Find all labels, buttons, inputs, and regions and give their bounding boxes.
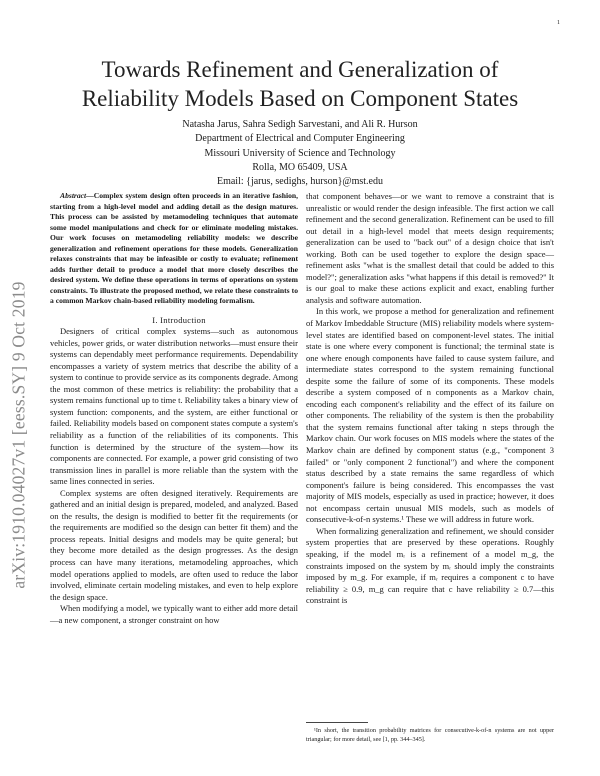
section-heading-introduction: I. Introduction: [152, 314, 206, 325]
page-number: 1: [557, 20, 560, 26]
abstract-label: Abstract: [60, 191, 87, 200]
paragraph: Designers of critical complex systems—such as autonomous vehicles, power grids, or water distribution networks—must ensure their systems can dependably meet performance requirements. Dependability encompasses a variety of system metrics that describe the ability of a system to continue to provide service as its components degrade. Among the most common of these metrics is reliability: the probability that a system remains functional up to time t. Reliability takes a binary view of system function: components, and the system, are either functional or failed. Reliability models based on component states compute a system's reliability as a function of the reliabilities of its components. This function is determined by the structure of the system—how its components are connected. For example, a power grid consisting of two transmission lines in parallel is more reliable than the system with the same lines connected in series.: [50, 326, 298, 487]
footnote-divider: [306, 722, 368, 723]
author-block: [55, 118, 545, 189]
arxiv-identifier: [9, 230, 29, 640]
footnote: ¹In short, the transition probability matrices for consecutive-k-of-n systems are not upper triangular; for more detail, see [1, pp. 344–345].: [306, 727, 554, 743]
abstract: [50, 191, 298, 307]
paper-title: Towards Refinement and Generalization of Reliability Models Based on Component States: [81, 57, 519, 111]
right-column: [306, 191, 554, 607]
paragraph: When formalizing generalization and refinement, we should consider system properties that are preserved by these operations. Roughly speaking, if the model mᵣ is a refinement of a model m_g, the constraints imposed on the system by mᵣ should imply the constraints imposed by m_g. For example, if mᵣ requires a component c to have reliability ≥ 0.9, m_g can require that c have reliability ≥ 0.7—this constraint is: [306, 525, 554, 606]
abstract-text: —Complex system design often proceeds in an iterative fashion, starting from a high-level model and adding detail as the design matures. This process can be assisted by metamodeling techniques that automate some model manipulations and check for or eliminate modeling mistakes. Our work focuses on metamodeling reliability models: we describe generalization and refinement operations for these models. Generalization relaxes constraints that may be infeasible or costly to evaluate; refinement adds further detail to produce a model that more closely describes the desired system. We define these operations in terms of operations on system constraints. To illustrate the proposed method, we relate these constraints to a common Markov chain-based reliability modeling formalism.: [50, 191, 298, 305]
paragraph: that component behaves—or we want to remove a constraint that is unrealistic or would render the design infeasible. The first action we call refinement and the second generalization. Refinement can be used to fill out detail in a high-level model that meets design requirements; generalization can be used to "back out" of a design choice that isn't working. Both can be used together to explore the design space—refinement asks "what is the smallest detail that could be added to this model?"; generalization asks "what happens if this detail is removed?" It is our goal to make these actions explicit and exact, enabling further analysis and software automation.: [306, 191, 554, 305]
paragraph: When modifying a model, we typically want to either add more detail—a new component, a stronger constraint on how: [50, 603, 298, 625]
university: Missouri University of Science and Technology: [204, 147, 396, 159]
email: Email: {jarus, sedighs, hurson}@mst.edu: [216, 176, 383, 188]
author-names: Natasha Jarus, Sahra Sedigh Sarvestani, and Ali R. Hurson: [182, 119, 418, 130]
department: Department of Electrical and Computer Engineering: [195, 133, 405, 145]
paragraph: In this work, we propose a method for generalization and refinement of Markov Imbeddable Structure (MIS) reliability models where system-level states are identified based on component-level states. The initial state is one where every component is functional; the terminal state is one where enough components have failed to cause system failure, and intermediate states correspond to the system remaining functional despite some the failure of some of its components. These models describe a system composed of n components as a Markov chain, encoding each component's reliability and the effect of its failure on other components. The reliability of the system is then the probability that the system remains functional after taking n steps through the Markov chain. Our work focuses on MIS models where the states of the Markov chain are defined by component status (e.g., "component 3 failed" or "only component 2 functional") and where the component status described by a state remains the same regardless of which component's failure is being considered. This encompasses the vast majority of MIS models, especially as used in practice; however, it does not encompass certain unusual MIS models, such as models of consecutive-k-of-n systems.¹ These we will address in future work.: [306, 306, 554, 525]
arxiv-identifier-text: arXiv:1910.04027v1 [eess.SY] 9 Oct 2019: [8, 281, 29, 589]
location: Rolla, MO 65409, USA: [252, 161, 348, 173]
paragraph: Complex systems are often designed iteratively. Requirements are gathered and an initial design is prepared, modeled, and analyzed. Based on the results, the design is modified to better fit the requirements (or the requirements are modified so the design can better fit them) and the process repeats. Initial designs and models may be quite general; but they become more detailed as the design progresses. As the design process can have many iterations, metamodeling approaches, which model operations applied to models, are often used to reduce the labor involved, eliminate certain modeling mistakes, and even to help explore the design space.: [50, 487, 298, 602]
left-column: [50, 191, 298, 626]
